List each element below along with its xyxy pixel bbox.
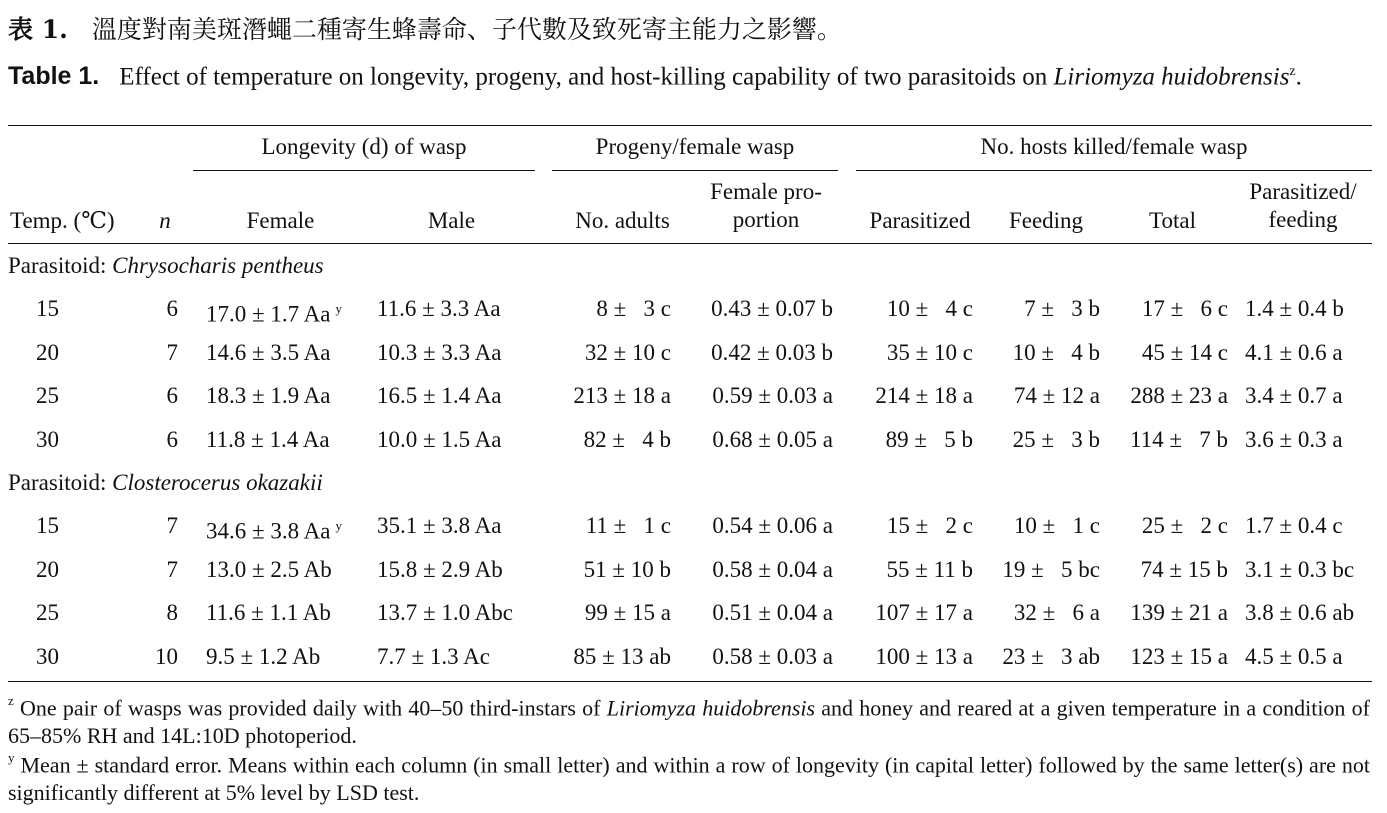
cell-feeding: 7 ± 3 b [1024, 296, 1100, 321]
section-label-prefix: Parasitoid: [8, 253, 113, 278]
cell-parasitized: 55 ± 11 b [886, 556, 973, 582]
cell-n: 8 [166, 600, 178, 626]
cell-female-proportion: 0.42 ± 0.03 b [711, 339, 833, 365]
section-label [8, 470, 323, 496]
col-header-male: Male [427, 208, 476, 233]
footnote-y-text: Mean ± standard error. Means within each column (in small letter) and within a row of longevity (in capital letter) followed by the same letter(s) are not significantly different at 5% level by LSD test. [8, 752, 1370, 806]
group-rule-hosts [856, 170, 1372, 171]
cell-female-longevity: 14.6 ± 3.5 Aa [206, 339, 331, 365]
cell-parasitized-feeding: 1.4 ± 0.4 b [1245, 296, 1344, 321]
group-rule-longevity [193, 170, 535, 171]
section-label [8, 253, 324, 279]
group-header-progeny: Progeny/female wasp [595, 134, 795, 159]
cell-n: 6 [166, 296, 178, 321]
col-header-parasitized-feeding-line2: feeding [1268, 207, 1338, 232]
caption-en-end: . [1295, 63, 1302, 91]
col-header-parasitized: Parasitized [869, 208, 971, 233]
cell-total: 17 ± 6 c [1141, 296, 1228, 321]
cell-no-adults: 99 ± 15 a [584, 600, 671, 626]
cell-temp: 25 [36, 383, 59, 409]
group-header-longevity: Longevity (d) of wasp [261, 134, 467, 159]
cell-parasitized: 89 ± 5 b [885, 427, 973, 453]
col-header-no-adults: No. adults [575, 208, 670, 233]
cell-male-longevity: 16.5 ± 1.4 Aa [377, 383, 502, 409]
caption-en-label: Table 1. [8, 62, 100, 91]
cell-parasitized-feeding: 3.6 ± 0.3 a [1245, 427, 1343, 453]
section-species: Closterocerus okazakii [112, 470, 323, 495]
cell-temp: 15 [36, 513, 59, 538]
cell-no-adults: 8 ± 3 c [596, 296, 671, 321]
footnote-z-pre: One pair of wasps was provided daily with 40–50 third-instars of [20, 695, 607, 721]
col-header-female: Female [246, 208, 315, 233]
cell-feeding: 23 ± 3 ab [1002, 644, 1100, 670]
cell-female-proportion: 0.43 ± 0.07 b [711, 296, 833, 321]
cell-n: 6 [166, 383, 178, 409]
caption-english [8, 56, 1370, 92]
cell-female-longevity: 11.6 ± 1.1 Ab [206, 600, 331, 626]
col-header-n: n [159, 208, 171, 233]
table-bottom-rule [8, 681, 1372, 682]
cell-parasitized-feeding: 3.1 ± 0.3 bc [1245, 556, 1355, 582]
cell-temp: 15 [36, 296, 59, 321]
cell-parasitized: 100 ± 13 a [875, 644, 973, 670]
cell-parasitized: 10 ± 4 c [886, 296, 973, 321]
cell-n: 6 [166, 427, 178, 453]
cell-parasitized-feeding: 4.1 ± 0.6 a [1245, 339, 1343, 365]
cell-no-adults: 213 ± 18 a [573, 383, 671, 409]
cell-male-longevity: 11.6 ± 3.3 Aa [377, 296, 501, 321]
footnote-y-mark: y [8, 750, 15, 765]
caption-en-sup: z [1289, 64, 1296, 79]
cell-male-longevity: 10.0 ± 1.5 Aa [377, 427, 502, 453]
cell-n: 7 [166, 556, 178, 582]
caption-zh-label: 表 1. [8, 15, 68, 44]
cell-total: 45 ± 14 c [1141, 339, 1228, 365]
cell-parasitized-feeding: 3.8 ± 0.6 ab [1245, 600, 1355, 626]
caption-zh-title: 溫度對南美斑潛蠅二種寄生蜂壽命、子代數及致死寄主能力之影響。 [91, 15, 842, 44]
cell-no-adults: 85 ± 13 ab [573, 644, 671, 670]
cell-parasitized: 35 ± 10 c [886, 339, 973, 365]
cell-total: 114 ± 7 b [1129, 427, 1228, 453]
cell-temp: 20 [36, 556, 59, 582]
cell-total: 139 ± 21 a [1130, 600, 1228, 626]
cell-feeding: 74 ± 12 a [1013, 383, 1100, 409]
cell-n: 7 [166, 339, 178, 365]
cell-male-longevity: 7.7 ± 1.3 Ac [377, 644, 490, 670]
cell-female-proportion: 0.54 ± 0.06 a [712, 513, 833, 538]
group-header-hosts: No. hosts killed/female wasp [980, 134, 1248, 159]
table-top-rule [8, 125, 1372, 126]
cell-no-adults: 11 ± 1 c [585, 513, 671, 538]
cell-total: 123 ± 15 a [1130, 644, 1228, 670]
col-header-parasitized-feeding [1238, 178, 1368, 234]
cell-no-adults: 82 ± 4 b [583, 427, 671, 453]
header-bottom-rule [8, 243, 1372, 244]
cell-footnote-mark: y [335, 301, 342, 316]
cell-feeding: 32 ± 6 a [1013, 600, 1100, 626]
cell-total: 74 ± 15 b [1140, 556, 1228, 582]
cell-female-proportion: 0.59 ± 0.03 a [712, 383, 833, 409]
col-header-temp: Temp. (℃) [10, 208, 115, 233]
caption-en-species: Liriomyza huidobrensis [1053, 63, 1290, 91]
cell-female-longevity: 13.0 ± 2.5 Ab [206, 556, 332, 582]
cell-parasitized-feeding: 4.5 ± 0.5 a [1245, 644, 1343, 670]
footnote-z-species: Liriomyza huidobrensis [606, 695, 816, 721]
footnote-z-mark: z [8, 693, 14, 708]
cell-female-longevity: 17.0 ± 1.7 Aa $^y$ [206, 301, 342, 327]
cell-total: 25 ± 2 c [1141, 513, 1228, 538]
cell-parasitized: 15 ± 2 c [886, 513, 973, 538]
footnote-y [8, 746, 1370, 807]
cell-feeding: 10 ± 4 b [1012, 339, 1100, 365]
col-header-parasitized-feeding-line1: Parasitized/ [1249, 179, 1357, 204]
cell-male-longevity: 10.3 ± 3.3 Aa [377, 339, 502, 365]
cell-male-longevity: 13.7 ± 1.0 Abc [377, 600, 513, 626]
cell-male-longevity: 35.1 ± 3.8 Aa [377, 513, 502, 538]
footnote-z-post: and honey and reared at a given temperature in a condition of 65–85% RH and 14L:10D photoperiod. [8, 695, 1370, 749]
cell-male-longevity: 15.8 ± 2.9 Ab [377, 556, 503, 582]
cell-no-adults: 51 ± 10 b [583, 556, 671, 582]
col-header-total: Total [1149, 208, 1196, 233]
col-header-female-proportion [690, 178, 842, 234]
col-header-female-proportion-line1: Female pro- [710, 179, 822, 204]
cell-parasitized: 214 ± 18 a [875, 383, 973, 409]
cell-temp: 25 [36, 600, 59, 626]
cell-female-proportion: 0.68 ± 0.05 a [712, 427, 833, 453]
col-header-feeding: Feeding [1008, 208, 1084, 233]
cell-n: 7 [166, 513, 178, 538]
cell-parasitized: 107 ± 17 a [875, 600, 973, 626]
cell-female-proportion: 0.51 ± 0.04 a [712, 600, 833, 626]
group-rule-progeny [552, 170, 838, 171]
cell-female-longevity: 18.3 ± 1.9 Aa [206, 383, 331, 409]
cell-female-proportion: 0.58 ± 0.03 a [712, 644, 833, 670]
section-species: Chrysocharis pentheus [112, 253, 324, 278]
footnote-z [8, 689, 1370, 750]
cell-female-longevity: 34.6 ± 3.8 Aa $^y$ [206, 518, 342, 544]
caption-en-title: Effect of temperature on longevity, progeny, and host-killing capability of two parasitoids on [119, 63, 1054, 91]
cell-footnote-mark: y [335, 518, 342, 533]
cell-feeding: 25 ± 3 b [1012, 427, 1100, 453]
cell-female-longevity: 9.5 ± 1.2 Ab [206, 644, 321, 670]
cell-no-adults: 32 ± 10 c [584, 339, 671, 365]
caption-chinese [8, 10, 842, 46]
section-label-prefix: Parasitoid: [8, 470, 113, 495]
cell-feeding: 19 ± 5 bc [1002, 556, 1100, 582]
col-header-female-proportion-line2: portion [732, 207, 800, 232]
cell-n: 10 [155, 644, 178, 670]
cell-temp: 30 [36, 644, 59, 670]
cell-parasitized-feeding: 1.7 ± 0.4 c [1245, 513, 1343, 538]
cell-feeding: 10 ± 1 c [1013, 513, 1100, 538]
cell-temp: 20 [36, 339, 59, 365]
cell-temp: 30 [36, 427, 59, 453]
cell-female-longevity: 11.8 ± 1.4 Aa [206, 427, 330, 453]
cell-parasitized-feeding: 3.4 ± 0.7 a [1245, 383, 1343, 409]
cell-female-proportion: 0.58 ± 0.04 a [712, 556, 833, 582]
cell-total: 288 ± 23 a [1130, 383, 1228, 409]
